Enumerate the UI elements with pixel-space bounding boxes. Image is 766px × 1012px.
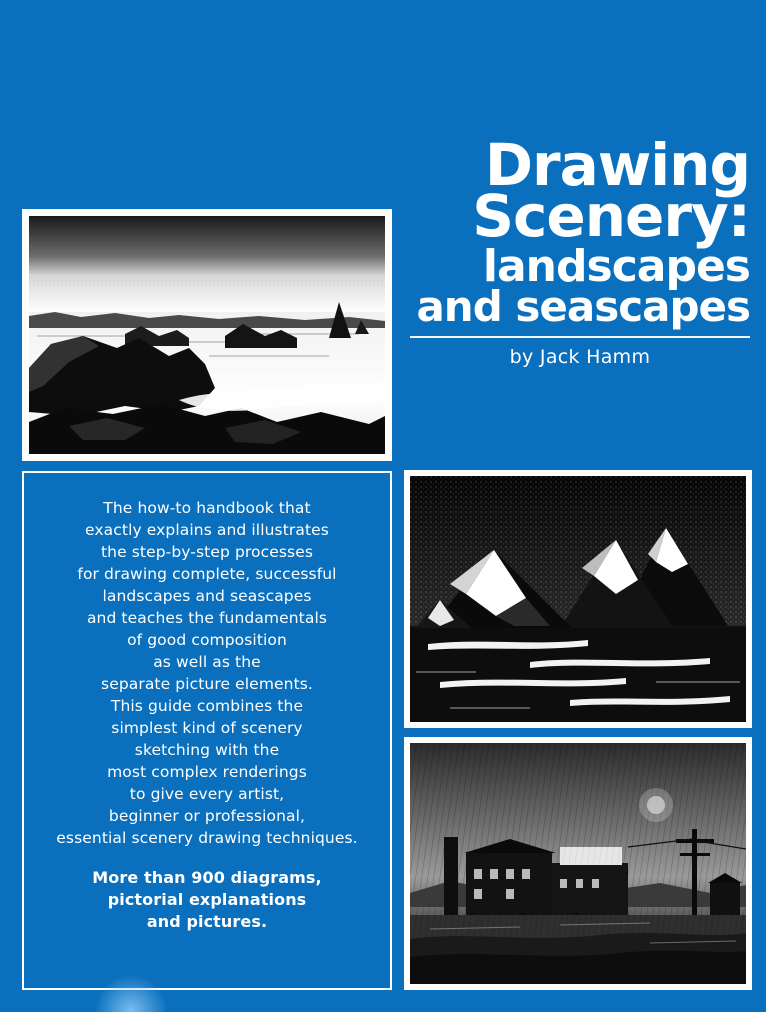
blurb-highlight: [38, 867, 376, 932]
blurb-line: This guide combines the: [110, 697, 304, 715]
industrial-illustration: [404, 737, 752, 990]
byline-divider: [410, 336, 750, 338]
blurb-line: beginner or professional,: [108, 807, 306, 825]
blurb-highlight-line: More than 900 diagrams,: [92, 868, 322, 887]
seascape-illustration: [22, 209, 392, 461]
blurb-line: and teaches the fundamentals: [86, 609, 328, 627]
blurb-line: most complex renderings: [107, 763, 307, 781]
title-line-1: Drawing: [484, 131, 750, 199]
mountains-artwork: [410, 476, 746, 722]
blurb-line: simplest kind of scenery: [111, 719, 303, 737]
title-line-3: landscapes: [482, 241, 750, 293]
title-line-4: and seascapes: [416, 281, 750, 331]
blurb-line: the step-by-step processes: [100, 543, 314, 561]
author-byline: by Jack Hamm: [509, 345, 651, 368]
blurb-line: essential scenery drawing techniques.: [56, 829, 358, 847]
blurb-line: separate picture elements.: [101, 675, 313, 693]
blurb-highlight-line: pictorial explanations: [107, 889, 307, 909]
blurb-line: to give every artist,: [129, 785, 285, 803]
seascape-artwork: [29, 216, 385, 454]
blurb-line: for drawing complete, successful: [77, 565, 337, 583]
blurb-text: [38, 497, 376, 849]
blurb-line: The how-to handbook that: [103, 499, 311, 517]
blurb-line: as well as the: [153, 653, 261, 671]
blurb-line: sketching with the: [134, 741, 280, 759]
title-block: [410, 131, 750, 368]
title-line-2: Scenery:: [472, 182, 750, 251]
industrial-artwork: [410, 743, 746, 984]
blurb-line: exactly explains and illustrates: [85, 521, 329, 539]
blurb-line: of good composition: [127, 631, 287, 649]
blurb-highlight-line: and pictures.: [146, 911, 268, 931]
mountains-illustration: [404, 470, 752, 728]
blurb-line: landscapes and seascapes: [102, 587, 312, 605]
blurb-panel: [22, 471, 392, 990]
